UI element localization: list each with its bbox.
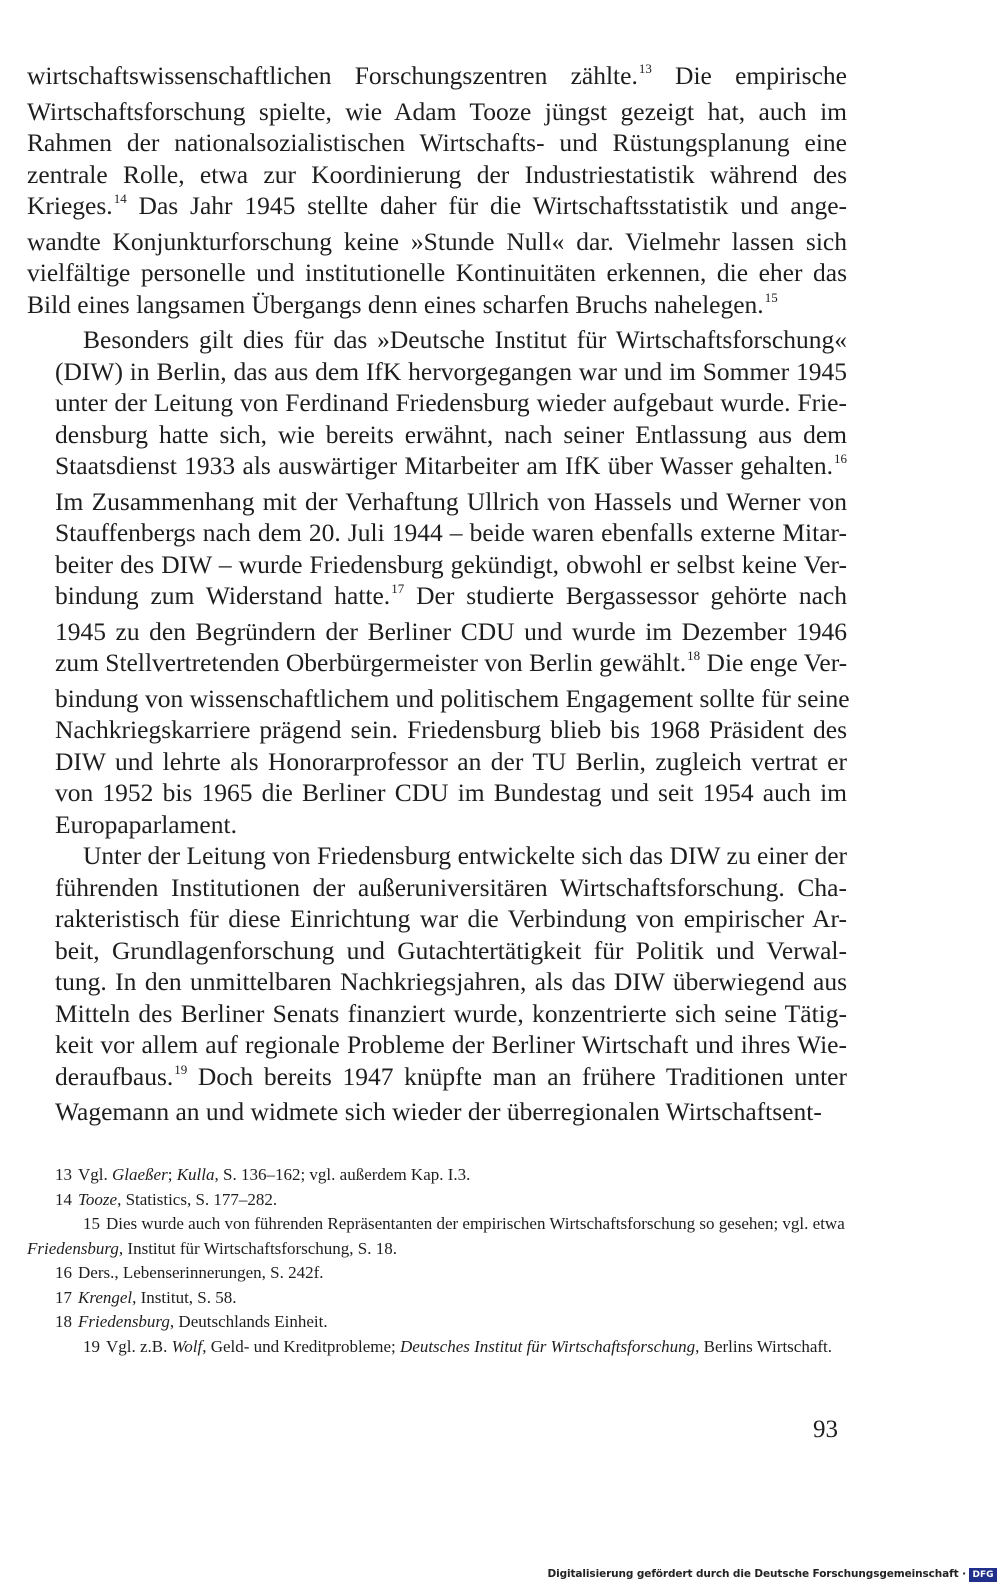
footnote-text: Ders., Lebenserinnerungen, S. 242f. xyxy=(78,1263,324,1282)
text-line xyxy=(27,127,847,159)
text-line xyxy=(27,714,847,746)
text-line xyxy=(27,683,850,715)
text-segment: Das Jahr 1945 stellte daher für die Wirtschaftsstatistik und ange- xyxy=(126,191,847,220)
text-line xyxy=(27,903,847,935)
text-segment: unter der Leitung von Ferdinand Friedensburg wieder aufgebaut wurde. Frie- xyxy=(55,388,847,417)
footnote-text: , Berlins Wirtschaft. xyxy=(695,1336,833,1356)
footnote-marker[interactable]: 17 xyxy=(391,581,405,596)
text-line xyxy=(27,289,847,325)
text-segment: Rahmen der nationalsozialistischen Wirtschafts- und Rüstungsplanung eine xyxy=(27,128,847,157)
text-segment: Staatsdienst 1933 als auswärtiger Mitarbeiter am IfK über Wasser gehalten. xyxy=(55,451,833,480)
footnote-number: 17 xyxy=(55,1287,72,1307)
paragraph xyxy=(27,60,847,324)
text-line xyxy=(27,486,847,518)
text-line xyxy=(27,549,847,581)
footnote-text: Vgl. xyxy=(78,1165,112,1184)
text-segment: densburg hatte sich, wie bereits erwähnt, nach seiner Entlassung aus dem xyxy=(55,419,847,449)
text-line xyxy=(27,517,847,549)
footnote-author: Friedensburg xyxy=(27,1238,119,1258)
text-segment: führenden Institutionen der außeruniversitären Wirtschaftsforschung. Cha- xyxy=(55,872,847,902)
footnote-text: , S. 136–162; vgl. außerdem Kap. I.3. xyxy=(214,1165,471,1184)
text-segment: bindung zum Widerstand hatte. xyxy=(55,581,391,610)
footnote-marker[interactable]: 18 xyxy=(687,648,701,663)
text-line xyxy=(27,647,847,683)
footnote-author: Deutsches Institut für Wirtschaftsforschung xyxy=(400,1336,696,1356)
text-segment: Wagemann an und widmete sich wieder der überregionalen Wirtschaftsent- xyxy=(55,1097,822,1126)
paragraph xyxy=(27,840,847,1128)
text-segment: wandte Konjunkturforschung keine »Stunde Null« dar. Vielmehr lassen sich xyxy=(27,226,847,256)
footnote-marker[interactable]: 15 xyxy=(764,289,778,305)
text-segment: Besonders gilt dies für das »Deutsche Institut für Wirtschaftsforschung« xyxy=(83,325,847,354)
text-line xyxy=(27,159,847,191)
text-line xyxy=(27,96,847,128)
footnote-number: 14 xyxy=(55,1189,72,1209)
footnote-author: Tooze xyxy=(78,1189,118,1209)
text-segment: Mitteln des Berliner Senats finanziert wurde, konzentrierte sich seine Tätig- xyxy=(55,998,847,1028)
text-line xyxy=(27,840,847,872)
dfg-logo: DFG xyxy=(969,1568,997,1582)
footnote-text: , Institut für Wirtschaftsforschung, S. 18. xyxy=(118,1238,397,1258)
text-segment: DIW und lehrte als Honorarprofessor an der TU Berlin, zugleich vertrat er xyxy=(55,746,847,776)
text-segment: tung. In den unmittelbaren Nachkriegsjahren, als das DIW überwiegend aus xyxy=(55,967,847,996)
text-segment: zum Stellvertretenden Oberbürgermeister von Berlin gewählt. xyxy=(55,648,687,677)
text-line xyxy=(27,356,847,388)
footnote-number: 16 xyxy=(55,1263,72,1282)
text-line xyxy=(27,935,847,967)
text-line xyxy=(27,257,847,289)
text-segment: Europaparlament. xyxy=(55,809,237,839)
footnote-number: 18 xyxy=(55,1312,72,1331)
text-line xyxy=(27,998,847,1030)
page-number: 93 xyxy=(813,1416,838,1443)
text-segment: Die empirische xyxy=(651,61,847,90)
footnote-marker[interactable]: 14 xyxy=(113,191,127,206)
text-segment: bindung von wissenschaftlichem und politischem Engagement sollte für seine xyxy=(55,683,850,713)
text-line xyxy=(27,60,847,96)
text-line xyxy=(27,419,847,451)
text-line xyxy=(27,872,847,904)
text-line xyxy=(27,1061,847,1097)
footnote-author: Kulla xyxy=(176,1165,215,1184)
text-line xyxy=(27,450,847,486)
text-segment: Stauffenbergs nach dem 20. Juli 1944 – beide waren ebenfalls externe Mitar- xyxy=(55,518,847,547)
text-segment: von 1952 bis 1965 die Berliner CDU im Bundestag und seit 1954 auch im xyxy=(55,778,847,807)
footnote-text: , Deutschlands Einheit. xyxy=(169,1312,328,1331)
footnote xyxy=(27,1286,847,1311)
footnote-marker[interactable]: 13 xyxy=(638,61,652,76)
text-line xyxy=(27,809,847,841)
text-segment: vielfältige personelle und institutionelle Kontinuitäten erkennen, die eher das xyxy=(27,258,847,287)
text-segment: (DIW) in Berlin, das aus dem IfK hervorgegangen war und im Sommer 1945 xyxy=(55,356,847,386)
text-segment: beiter des DIW – wurde Friedensburg gekündigt, obwohl er selbst keine Ver- xyxy=(55,549,847,579)
text-segment: Krieges. xyxy=(27,191,113,220)
text-line xyxy=(27,1096,847,1128)
footnotes xyxy=(27,1163,847,1359)
text-line xyxy=(27,190,847,226)
body-text xyxy=(27,60,850,1128)
footnote xyxy=(27,1163,847,1188)
text-segment: Nachkriegskarriere prägend sein. Friedensburg blieb bis 1968 Präsident des xyxy=(55,715,847,744)
text-line xyxy=(27,324,847,356)
text-segment: Die enge Ver- xyxy=(700,648,848,677)
text-segment: beit, Grundlagenforschung und Gutachtertätigkeit für Politik und Verwal- xyxy=(55,935,847,965)
footnote-text: , Geld- und Kreditprobleme; xyxy=(202,1336,400,1356)
footnote-author: Krengel xyxy=(78,1287,133,1307)
footnote-text: ; xyxy=(167,1165,177,1184)
footnote-number: 19 xyxy=(83,1336,100,1356)
text-line xyxy=(27,226,847,258)
text-segment: Der studierte Bergassessor gehörte nach xyxy=(404,581,847,610)
text-line xyxy=(27,777,847,809)
text-segment: Wirtschaftsforschung spielte, wie Adam Tooze jüngst gezeigt hat, auch im xyxy=(27,96,847,126)
footnote-author: Wolf xyxy=(171,1336,203,1356)
text-segment: deraufbaus. xyxy=(55,1061,174,1091)
footnote xyxy=(27,1212,847,1261)
text-line xyxy=(27,746,847,778)
footnote-marker[interactable]: 19 xyxy=(174,1061,188,1077)
footnote xyxy=(27,1310,847,1335)
footnote-text: , Institut, S. 58. xyxy=(132,1287,237,1307)
text-line xyxy=(27,580,847,616)
footnote-number: 13 xyxy=(55,1165,72,1184)
text-segment: zentrale Rolle, etwa zur Koordinierung der Industriestatistik während des xyxy=(27,159,847,189)
text-segment: keit vor allem auf regionale Probleme der Berliner Wirtschaft und ihres Wie- xyxy=(55,1030,847,1059)
text-segment: Doch bereits 1947 knüpfte man an frühere Traditionen unter xyxy=(187,1061,847,1091)
text-segment: rakteristisch für diese Einrichtung war die Verbindung von empirischer Ar- xyxy=(55,904,847,933)
text-segment: wirtschaftswissenschaftlichen Forschungszentren zählte. xyxy=(27,61,638,90)
footnote-marker[interactable]: 16 xyxy=(834,451,847,466)
footnote xyxy=(27,1188,847,1213)
text-segment: Im Zusammenhang mit der Verhaftung Ullrich von Hassels und Werner von xyxy=(55,486,847,516)
footnote xyxy=(27,1261,847,1286)
text-line xyxy=(27,387,847,419)
footnote-number: 15 xyxy=(83,1214,100,1233)
footnote-author: Glaeßer xyxy=(112,1165,168,1184)
text-segment: 1945 zu den Begründern der Berliner CDU und wurde im Dezember 1946 xyxy=(55,616,847,646)
footnote-text: Dies wurde auch von führenden Repräsentanten der empirischen Wirtschaftsforschung so gesehen; vgl. etwa xyxy=(106,1214,845,1233)
footnote-author: Friedensburg xyxy=(78,1312,170,1331)
text-segment: Unter der Leitung von Friedensburg entwickelte sich das DIW zu einer der xyxy=(83,841,847,870)
footnote xyxy=(27,1335,847,1360)
digitization-credit: Digitalisierung gefördert durch die Deutsche Forschungsgemeinschaft · xyxy=(547,1568,966,1580)
text-segment: Bild eines langsamen Übergangs denn eines scharfen Bruchs nahelegen. xyxy=(27,289,764,319)
text-line xyxy=(27,616,847,648)
footnote-text: , Statistics, S. 177–282. xyxy=(117,1189,278,1209)
text-line xyxy=(27,1029,847,1061)
footnote-text: Vgl. z.B. xyxy=(106,1336,172,1356)
paragraph xyxy=(27,324,850,840)
text-line xyxy=(27,966,847,998)
